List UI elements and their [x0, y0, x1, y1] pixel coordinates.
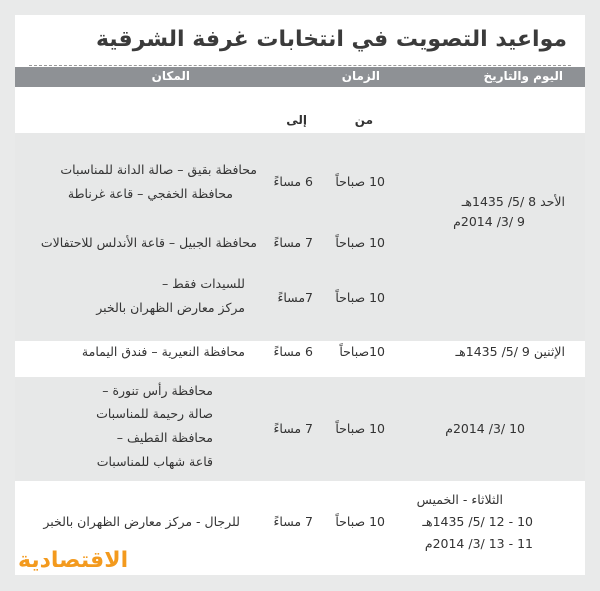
header-date: اليوم والتاريخ — [483, 69, 563, 83]
subheader-from: من — [354, 113, 373, 127]
time-to: 7 مساءً — [273, 235, 313, 250]
time-from: 10صباحاً — [339, 344, 385, 359]
schedule-card — [15, 15, 585, 575]
header-place: المكان — [151, 69, 190, 83]
page-title: مواعيد التصويت في انتخابات غرفة الشرقية — [95, 27, 567, 52]
time-to: 7 مساءً — [273, 514, 313, 529]
row-date: 11 - 13 /3/ 2014م — [424, 536, 533, 551]
place-text: مركز معارض الظهران بالخبر — [96, 300, 245, 315]
row-date: 10 - 12 /5/ 1435هـ — [422, 514, 533, 529]
place-text: صالة رحيمة للمناسبات — [96, 406, 213, 421]
row-date: 10 /3/ 2014م — [445, 421, 525, 436]
time-from: 10 صباحاً — [335, 290, 385, 305]
place-text: للسيدات فقط – — [161, 276, 245, 291]
place-text: محافظة الجبيل – قاعة الأندلس للاحتفالات — [40, 235, 257, 250]
divider — [29, 65, 571, 66]
brand-logo: الاقتصادية — [18, 548, 129, 573]
time-to: 6 مساءً — [273, 174, 313, 189]
time-to: 7مساءً — [277, 290, 313, 305]
place-text: قاعة شهاب للمناسبات — [96, 454, 213, 469]
time-from: 10 صباحاً — [335, 421, 385, 436]
place-text: محافظة بقيق – صالة الدانة للمناسبات — [60, 162, 257, 177]
time-to: 7 مساءً — [273, 421, 313, 436]
time-to: 6 مساءً — [273, 344, 313, 359]
place-text: محافظة الخفجي – قاعة غرناطة — [67, 186, 233, 201]
time-from: 10 صباحاً — [335, 235, 385, 250]
time-from: 10 صباحاً — [335, 174, 385, 189]
place-text: محافظة النعيرية – فندق اليمامة — [81, 344, 245, 359]
row-date: الإثنين 9 /5/ 1435هـ — [455, 344, 565, 359]
place-text: محافظة رأس تنورة – — [102, 383, 213, 398]
header-time: الزمان — [341, 69, 380, 83]
subheader-to: إلى — [286, 113, 307, 127]
place-text: محافظة القطيف – — [116, 430, 213, 445]
row-date: 9 /3/ 2014م — [453, 214, 525, 229]
place-text: للرجال - مركز معارض الظهران بالخبر — [43, 514, 240, 529]
row-date: الأحد 8 /5/ 1435هـ — [461, 194, 565, 209]
row-date: الثلاثاء - الخميس — [416, 492, 503, 507]
time-from: 10 صباحاً — [335, 514, 385, 529]
table-header — [15, 67, 585, 87]
